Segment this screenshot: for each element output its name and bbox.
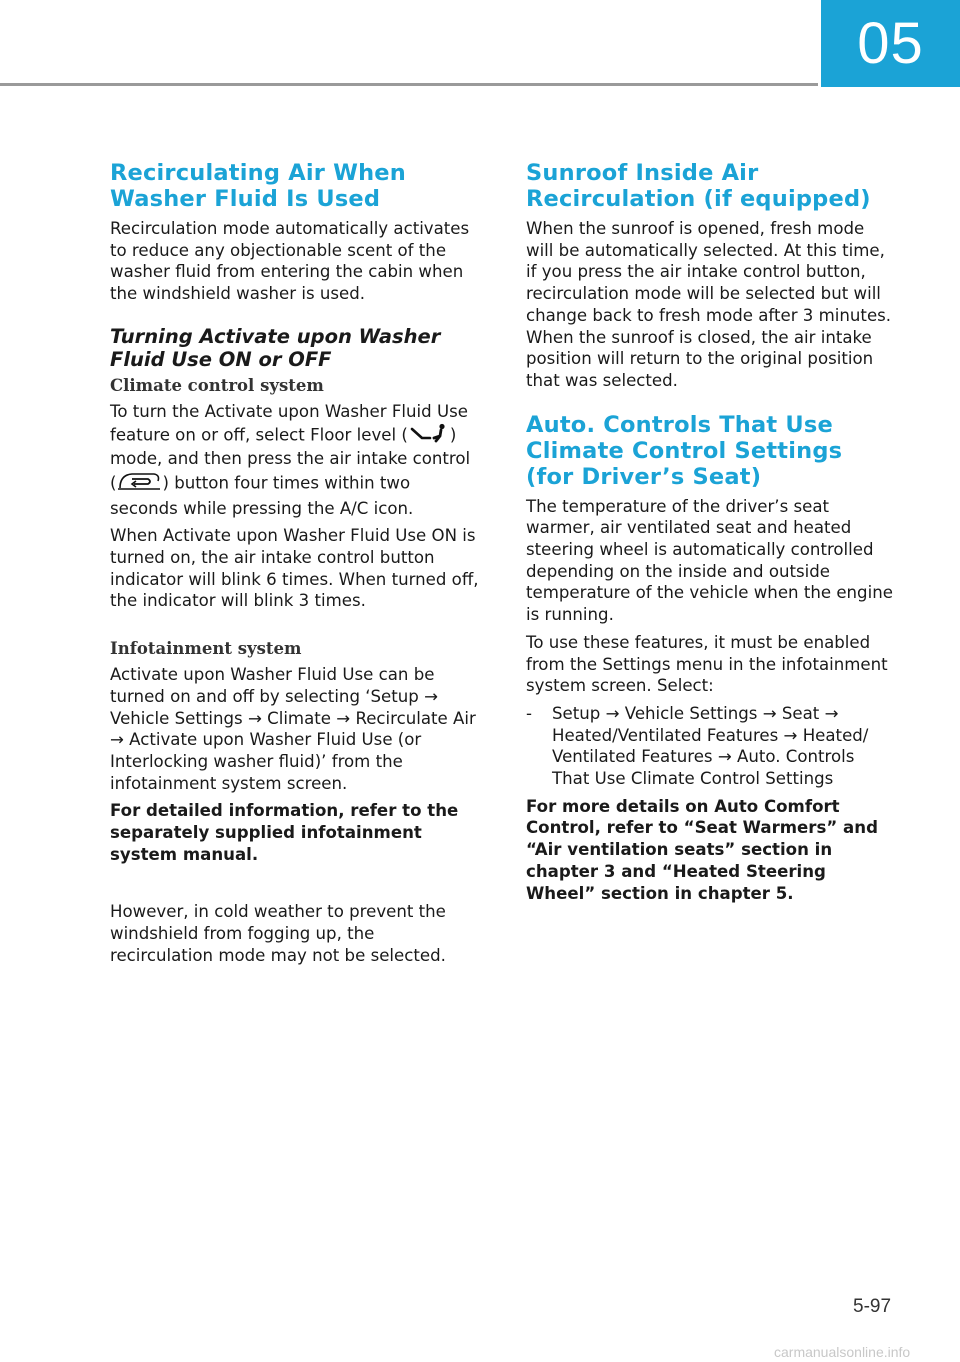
right-column [526,160,896,910]
chapter-tab: 05 [821,0,960,87]
paragraph-turn-on-off: To turn the Activate upon Washer Fluid Use feature on or off, select Floor level ( ) mode, and then press the air intake control ( ) button four times within two seconds while pressing the A/C icon. [110,401,471,518]
paragraph-infotainment-setup: Activate upon Washer Fluid Use can be turned on and off by selecting ‘Setup → Vehicle Settings → Climate → Recirculate Air → Activate upon Washer Fluid Use (or Interlocking washer fluid)’ from the infotainment system screen. [110,665,476,793]
paragraph-recirculation-intro: Recirculation mode automatically activates to reduce any objectionable scent of the washer fluid from entering the cabin when the windshield washer is used. [110,219,470,304]
subheading-infotainment-system: Infotainment system [110,639,302,659]
section-heading-recirculating-air: Recirculating Air When Washer Fluid Is Used [110,160,406,212]
paragraph-auto-comfort-note: For more details on Auto Comfort Control, refer to “Seat Warmers” and “Air ventilation seats” section in chapter 3 and “Heated Steering Wheel” section in chapter 5. [526,796,878,903]
page-number: 5-97 [853,1296,892,1317]
section-heading-sunroof-recirculation: Sunroof Inside Air Recirculation (if equipped) [526,160,871,212]
paragraph-cold-weather-note: However, in cold weather to prevent the windshield from fogging up, the recirculation mode may not be selected. [110,902,446,965]
air-intake-recirculation-icon [116,470,162,498]
paragraph-sunroof-description: When the sunroof is opened, fresh mode will be automatically selected. At this time, if you press the air intake control button, recirculation mode will be selected but will change back to fresh mode after 3 minutes. When the sunroof is closed, the air intake position will return to the original position that was selected. [526,219,892,390]
list-dash: - [526,703,532,723]
paragraph-indicator-blink: When Activate upon Washer Fluid Use ON is turned on, the air intake control button indicator will blink 6 times. When turned off, the indicator will blink 3 times. [110,526,479,611]
header-rule [0,83,818,86]
paragraph-enable-settings: To use these features, it must be enabled from the Settings menu in the infotainment system screen. Select: [526,632,888,696]
list-item-text: Setup → Vehicle Settings → Seat → Heated/Ventilated Features → Heated/ Ventilated Features → Auto. Controls That Use Climate Control Settings [552,703,869,789]
left-column [110,160,480,973]
list-item [526,703,896,790]
section-heading-auto-controls: Auto. Controls That Use Climate Control Settings (for Driver’s Seat) [526,411,843,490]
subheading-climate-control-system: Climate control system [110,375,324,395]
floor-level-mode-icon [408,423,450,449]
paragraph-auto-controls-description: The temperature of the driver’s seat warmer, air ventilated seat and heated steering wheel is automatically controlled depending on the inside and outside temperature of the vehicle when the engine is running. [526,496,893,625]
paragraph-detailed-information-note: For detailed information, refer to the separately supplied infotainment system manual. [110,801,459,864]
subsection-heading-turning-activate: Turning Activate upon Washer Fluid Use ON or OFF [110,324,441,371]
watermark: carmanualsonline.info [774,1344,911,1360]
